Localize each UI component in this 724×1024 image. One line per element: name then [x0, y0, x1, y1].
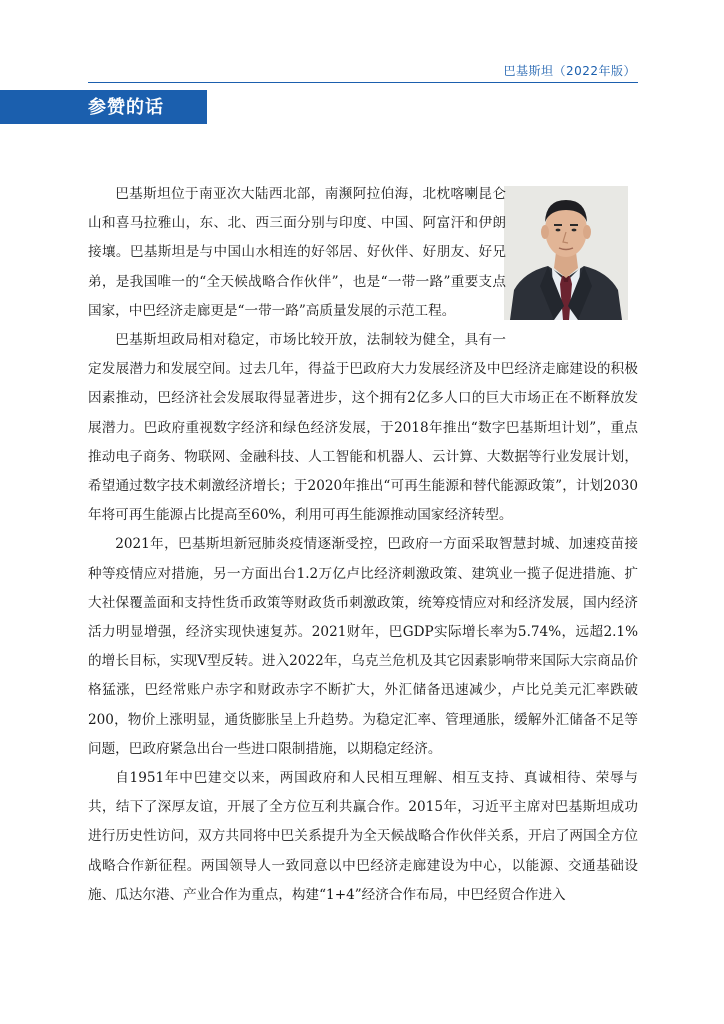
paragraph-4: 自1951年中巴建交以来，两国政府和人民相互理解、相互支持、真诚相待、荣辱与共，结下了深厚友谊，开展了全方位互利共赢合作。2015年，习近平主席对巴基斯坦成功进行历史性访问，双方共同将中巴关系提升为全天候战略合作伙伴关系，开启了两国全方位战略合作新征程。两国领导人一致同意以中巴经济走廊建设为中心，以能源、交通基础设施、瓜达尔港、产业合作为重点，构建“1+4”经济合作布局，中巴经贸合作进入 [88, 770, 638, 903]
photo-spacer [506, 180, 638, 328]
paragraph-3: 2021年，巴基斯坦新冠肺炎疫情逐渐受控，巴政府一方面采取智慧封城、加速疫苗接种等疫情应对措施，另一方面出台1.2万亿卢比经济刺激政策、建筑业一揽子促进措施、扩大社保覆盖面和支持性货币政策等财政货币刺激政策，统筹疫情应对和经济发展，国内经济活力明显增强，经济实现快速复苏。2021财年，巴GDP实际增长率为5.74%，远超2.1%的增长目标，实现V型反转。进入2022年，乌克兰危机及其它因素影响带来国际大宗商品价格猛涨，巴经常账户赤字和财政赤字不断扩大，外汇储备迅速减少，卢比兑美元汇率跌破200，物价上涨明显，通货膨胀呈上升趋势。为稳定汇率、管理通胀，缓解外汇储备不足等问题，巴政府紧急出台一些进口限制措施，以期稳定经济。 [88, 536, 638, 757]
section-title: 参赞的话 [88, 97, 164, 118]
paragraph-1: 巴基斯坦位于南亚次大陆西北部，南濒阿拉伯海，北枕喀喇昆仑山和喜马拉雅山，东、北、西三面分别与印度、中国、阿富汗和伊朗接壤。巴基斯坦是与中国山水相连的好邻居、好伙伴、好朋友、好兄弟，是我国唯一的“全天候战略合作伙伴”，也是“一带一路”重要支点国家，中巴经济走廊更是“一带一路”高质量发展的示范工程。 [88, 186, 506, 319]
message-body [88, 180, 638, 910]
running-header: 巴基斯坦（2022年版） [503, 64, 636, 78]
paragraph-2: 巴基斯坦政局相对稳定，市场比较开放，法制较为健全，具有一定发展潜力和发展空间。过去几年，得益于巴政府大力发展经济及中巴经济走廊建设的积极因素推动，巴经济社会发展取得显著进步，这个拥有2亿多人口的巨大市场正在不断释放发展潜力。巴政府重视数字经济和绿色经济发展，于2018年推出“数字巴基斯坦计划”，重点推动电子商务、物联网、金融科技、人工智能和机器人、云计算、大数据等行业发展计划，希望通过数字技术刺激经济增长；于2020年推出“可再生能源和替代能源政策”，计划2030年将可再生能源占比提高至60%，利用可再生能源推动国家经济转型。 [88, 332, 638, 524]
header-divider [88, 82, 638, 83]
